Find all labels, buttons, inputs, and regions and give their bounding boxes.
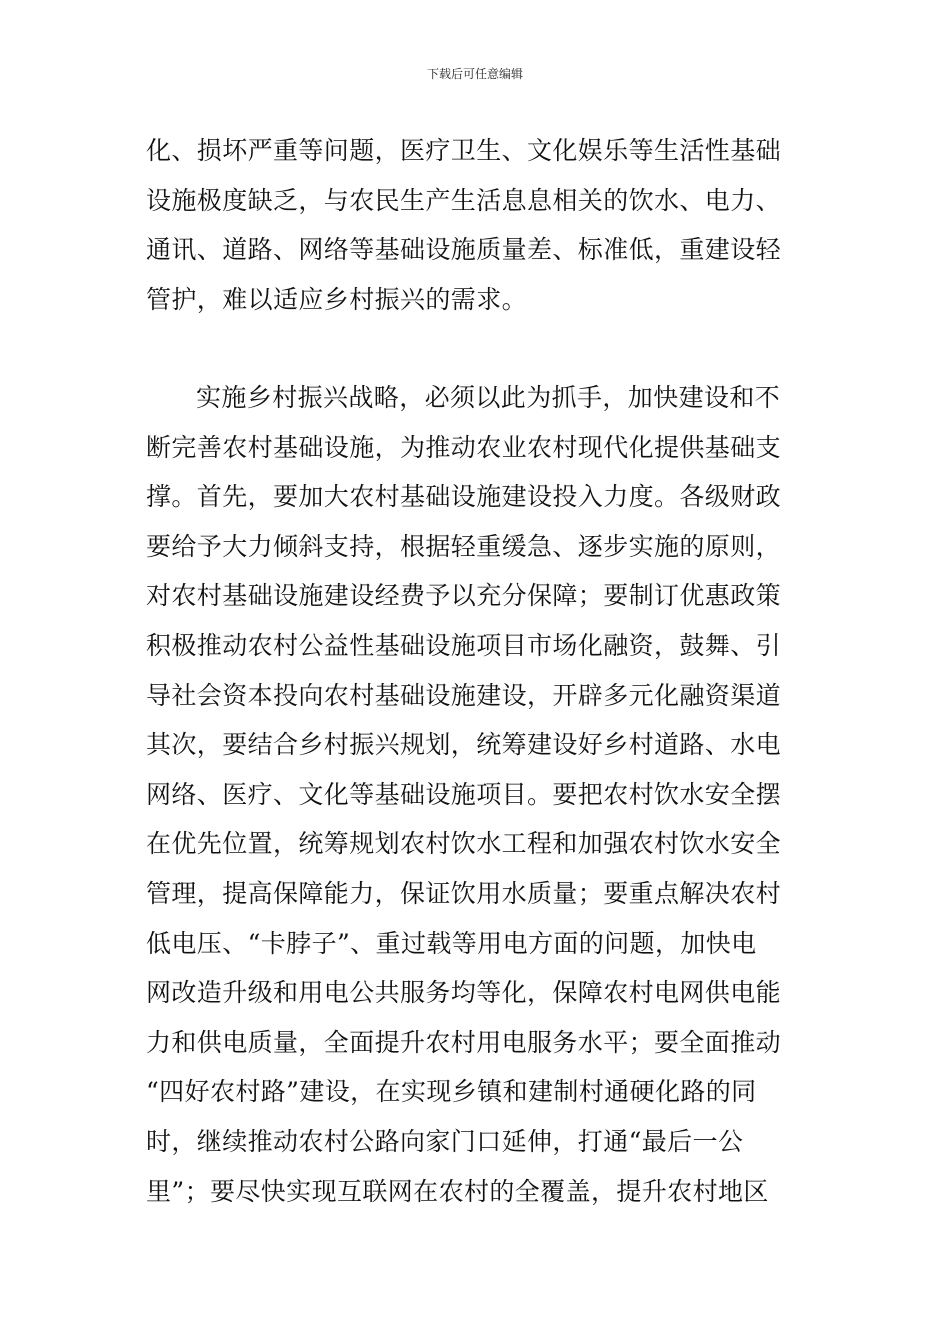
text-line: 撑。首先，要加大农村基础设施建设投入力度。各级财政	[146, 482, 782, 512]
text-line: 力和供电质量，全面提升农村用电服务水平；要全面推动	[146, 1027, 782, 1057]
text-line: 在优先位置，统筹规划农村饮水工程和加强农村饮水安全	[146, 829, 782, 859]
text-line: “四好农村路”建设，在实现乡镇和建制村通硬化路的同	[146, 1077, 757, 1107]
text-line: 积极推动农村公益性基础设施项目市场化融资，鼓舞、引	[146, 630, 782, 660]
text-line: 网络、医疗、文化等基础设施项目。要把农村饮水安全摆	[146, 779, 782, 809]
text-line: 网改造升级和用电公共服务均等化，保障农村电网供电能	[146, 978, 782, 1008]
text-line: 实施乡村振兴战略，必须以此为抓手，加快建设和不	[196, 383, 781, 412]
text-line: 化、损坏严重等问题，医疗卫生、文化娱乐等生活性基础	[146, 136, 782, 165]
text-line: 断完善农村基础设施，为推动农业农村现代化提供基础支	[146, 432, 782, 462]
text-line: 通讯、道路、网络等基础设施质量差、标准低，重建设轻	[146, 235, 782, 265]
text-line: 管护，难以适应乡村振兴的需求。	[146, 284, 528, 314]
paragraph-2	[146, 373, 816, 1216]
paragraph-1	[146, 126, 816, 324]
text-line: 时，继续推动农村公路向家门口延伸，打通“最后一公	[146, 1126, 744, 1156]
text-line: 里”；要尽快实现互联网在农村的全覆盖，提升农村地区	[146, 1176, 769, 1206]
text-line: 其次，要结合乡村振兴规划，统筹建设好乡村道路、水电	[146, 730, 782, 760]
header-note: 下载后可任意编辑	[426, 67, 523, 81]
text-line: 低电压、“卡脖子”、重过载等用电方面的问题，加快电	[146, 928, 757, 958]
text-line: 要给予大力倾斜支持，根据轻重缓急、逐步实施的原则，	[146, 531, 782, 561]
text-line: 设施极度缺乏，与农民生产生活息息相关的饮水、电力、	[146, 185, 782, 215]
text-line: 导社会资本投向农村基础设施建设，开辟多元化融资渠道	[146, 680, 782, 710]
text-line: 管理，提高保障能力，保证饮用水质量；要重点解决农村	[146, 878, 782, 908]
text-line: 对农村基础设施建设经费予以充分保障；要制订优惠政策	[146, 581, 782, 611]
